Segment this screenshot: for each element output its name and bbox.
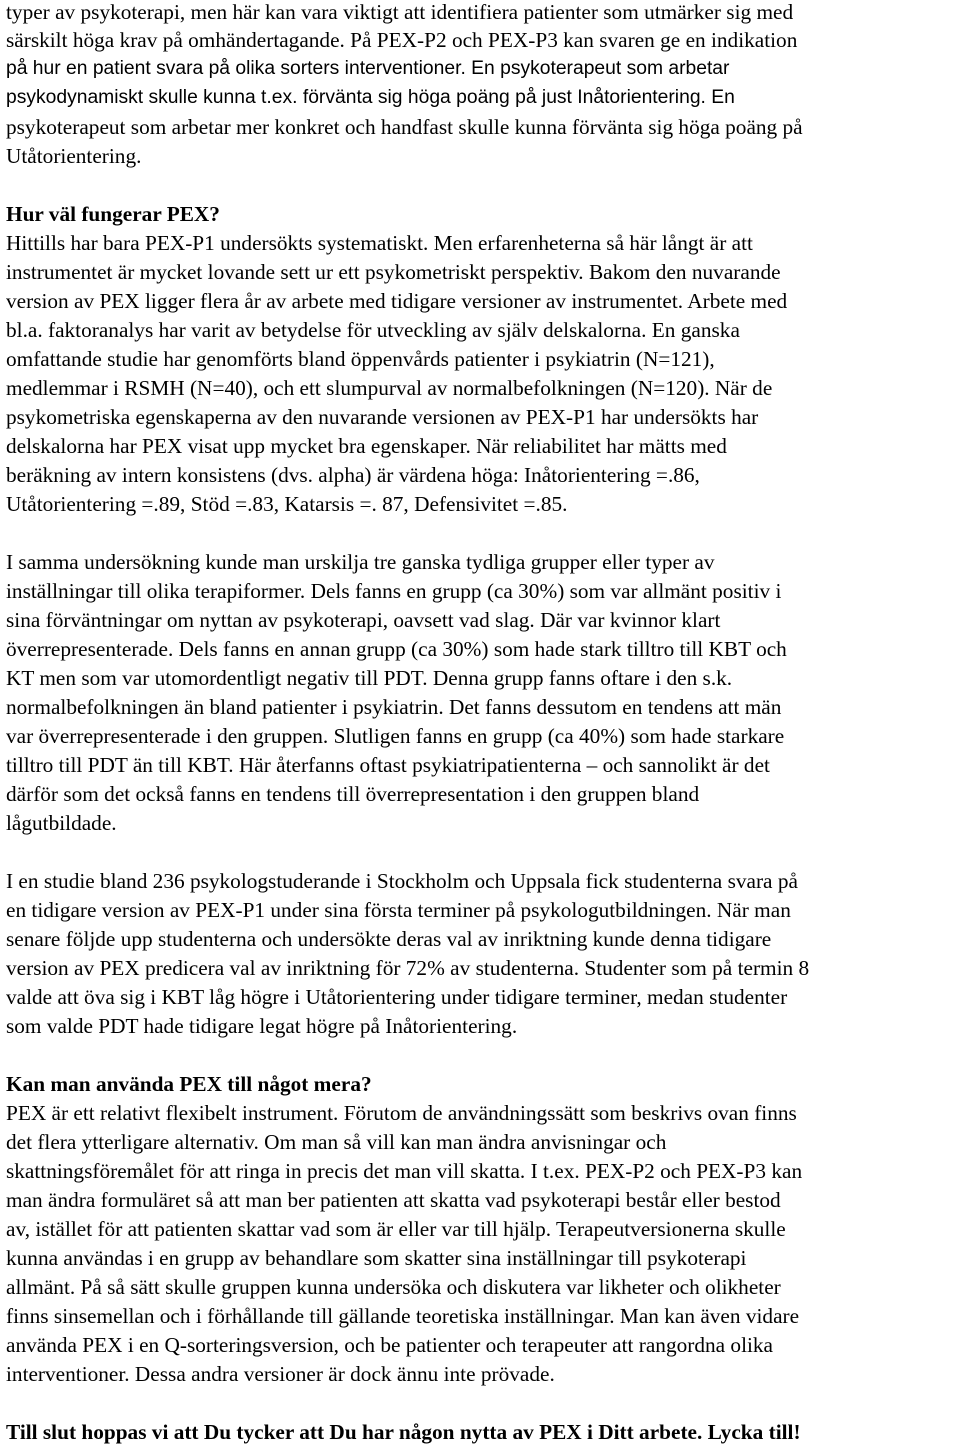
text-line: en tidigare version av PEX-P1 under sina första terminer på psykologutbildningen. När man bbox=[6, 898, 791, 922]
text-line: KT men som var utomordentligt negativ till PDT. Denna grupp fanns oftare i den s.k. bbox=[6, 666, 733, 690]
text-line: överrepresenterade. Dels fanns en annan grupp (ca 30%) som hade stark tilltro till KBT och bbox=[6, 637, 787, 661]
text-line: interventioner. Dessa andra versioner är dock ännu inte prövade. bbox=[6, 1362, 555, 1386]
closing-line: Till slut hoppas vi att Du tycker att Du har någon nytta av PEX i Ditt arbete. Lycka till! bbox=[6, 1420, 801, 1444]
text-line: sina förväntningar om nyttan av psykoterapi, oavsett vad slag. Där var kvinnor klart bbox=[6, 608, 721, 632]
text-line: som valde PDT hade tidigare legat högre på Inåtorientering. bbox=[6, 1014, 518, 1038]
text-line: av, istället för att patienten skattar vad som är eller var till hjälp. Terapeutversionerna skulle bbox=[6, 1217, 786, 1241]
text-line: valde att öva sig i KBT låg högre i Utåtorientering under tidigare terminer, medan studenter bbox=[6, 985, 788, 1009]
text-line: finns sinsemellan och i förhållande till gällande teoretiska inställningar. Man kan även vidare bbox=[6, 1304, 800, 1328]
text-line: version av PEX ligger flera år av arbete med tidigare versioner av instrumentet. Arbete med bbox=[6, 289, 788, 313]
text-line: bl.a. faktoranalys har varit av betydelse för utveckling av själv delskalorna. En ganska bbox=[6, 318, 740, 342]
text-line: på hur en patient svara på olika sorters interventioner. En psykoterapeut som arbetar bbox=[6, 58, 730, 79]
text-line: allmänt. På så sätt skulle gruppen kunna undersöka och diskutera var likheter och olikheter bbox=[6, 1275, 781, 1299]
text-line: kunna användas i en grupp av behandlare som skatter sina inställningar till psykoterapi bbox=[6, 1246, 747, 1270]
text-line: det flera ytterligare alternativ. Om man så vill kan man ändra anvisningar och bbox=[6, 1130, 667, 1154]
text-line: I en studie bland 236 psykologstuderande i Stockholm och Uppsala fick studenterna svara på bbox=[6, 869, 798, 893]
text-line: inställningar till olika terapiformer. Dels fanns en grupp (ca 30%) som var allmänt positiv i bbox=[6, 579, 782, 603]
text-line: särskilt höga krav på omhändertagande. På PEX-P2 och PEX-P3 kan svaren ge en indikation bbox=[6, 28, 798, 52]
text-line: PEX är ett relativt flexibelt instrument. Förutom de användningssätt som beskrivs ovan finns bbox=[6, 1101, 797, 1125]
text-line: psykoterapeut som arbetar mer konkret och handfast skulle kunna förvänta sig höga poäng på bbox=[6, 115, 803, 139]
text-line: skattningsföremålet för att ringa in precis det man vill skatta. I t.ex. PEX-P2 och PEX-P3 kan bbox=[6, 1159, 803, 1183]
text-line: typer av psykoterapi, men här kan vara viktigt att identifiera patienter som utmärker sig med bbox=[6, 0, 794, 24]
text-line: psykodynamiskt skulle kunna t.ex. förvänta sig höga poäng på just Inåtorientering. En bbox=[6, 87, 735, 108]
text-line: instrumentet är mycket lovande sett ur ett psykometriskt perspektiv. Bakom den nuvarande bbox=[6, 260, 781, 284]
text-line: version av PEX predicera val av inriktning för 72% av studenterna. Studenter som på termin 8 bbox=[6, 956, 810, 980]
text-line: Utåtorientering =.89, Stöd =.83, Katarsis =. 87, Defensivitet =.85. bbox=[6, 492, 568, 516]
text-line: beräkning av intern konsistens (dvs. alpha) är värdena höga: Inåtorientering =.86, bbox=[6, 463, 700, 487]
text-line: använda PEX i en Q-sorteringsversion, och be patienter och terapeuter att rangordna olika bbox=[6, 1333, 773, 1357]
text-line: Hittills har bara PEX-P1 undersökts systematiskt. Men erfarenheterna så här långt är att bbox=[6, 231, 753, 255]
text-line: I samma undersökning kunde man urskilja tre ganska tydliga grupper eller typer av bbox=[6, 550, 715, 574]
section-heading: Kan man använda PEX till något mera? bbox=[6, 1072, 372, 1096]
text-line: omfattande studie har genomförts bland öppenvårds patienter i psykiatrin (N=121), bbox=[6, 347, 715, 371]
text-line: tilltro till PDT än till KBT. Här återfanns oftast psykiatripatienterna – och sannolikt är det bbox=[6, 753, 770, 777]
text-line: psykometriska egenskaperna av den nuvarande versionen av PEX-P1 har undersökts har bbox=[6, 405, 759, 429]
text-line: man ändra formuläret så att man ber patienten att skatta vad psykoterapi består eller bestod bbox=[6, 1188, 781, 1212]
text-line: lågutbildade. bbox=[6, 811, 117, 835]
section-heading: Hur väl fungerar PEX? bbox=[6, 202, 220, 226]
text-line: delskalorna har PEX visat upp mycket bra egenskaper. När reliabilitet har mätts med bbox=[6, 434, 727, 458]
text-line: senare följde upp studenterna och undersökte deras val av inriktning kunde denna tidigare bbox=[6, 927, 772, 951]
text-line: var överrepresenterade i den gruppen. Slutligen fanns en grupp (ca 40%) som hade starkare bbox=[6, 724, 785, 748]
text-line: Utåtorientering. bbox=[6, 144, 142, 168]
text-line: medlemmar i RSMH (N=40), och ett slumpurval av normalbefolkningen (N=120). När de bbox=[6, 376, 773, 400]
text-line: normalbefolkningen än bland patienter i psykiatrin. Det fanns dessutom en tendens att män bbox=[6, 695, 782, 719]
text-line: därför som det också fanns en tendens till överrepresentation i den gruppen bland bbox=[6, 782, 700, 806]
